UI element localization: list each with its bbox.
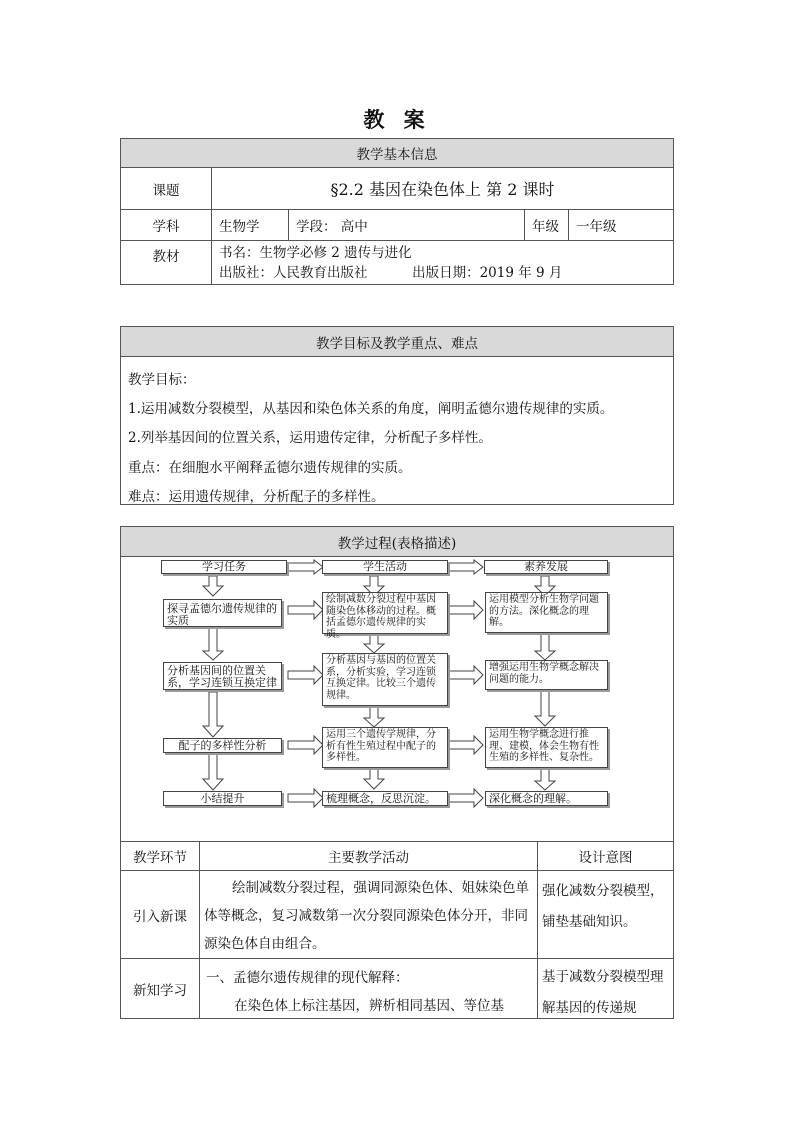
activity-new-text: 在染色体上标注基因，辨析相同基因、等位基 (234, 998, 504, 1014)
activity-intro-text: 绘制减数分裂过程，强调同源染色体、姐妹染色单体等概念，复习减数第一次分裂同源染色体分开，非同源染色体自由组合。 (204, 880, 529, 952)
objectives-line: 2.列举基因间的位置关系，运用遗传定律，分析配子多样性。 (128, 430, 492, 446)
objectives-line: 1.运用减数分裂模型，从基因和染色体关系的角度，阐明孟德尔遗传规律的实质。 (128, 401, 614, 417)
activity-new-title: 一、孟德尔遗传规律的现代解释： (206, 970, 409, 986)
publisher-line: 出版社：人民教育出版社 (219, 265, 368, 281)
flow-activity-4: 梳理概念，反思沉淀。 (322, 791, 448, 806)
document-title: 教 案 (363, 107, 431, 132)
stage-intro: 引入新课 (120, 870, 200, 959)
topic-value: §2.2 基因在染色体上 第 2 课时 (211, 167, 674, 210)
flow-activity-2: 分析基因与基因的位置关系，分析实验，学习连锁互换定律。比较三个遗传规律。 (322, 653, 448, 706)
flow-literacy-1: 运用模型分析生物学问题的方法。深化概念的理解。 (485, 592, 608, 633)
col-header-activity: 主要教学活动 (199, 841, 538, 871)
grade-label: 年级 (524, 209, 569, 241)
stage-field: 学段： 高中 (288, 209, 525, 241)
flow-header-literacy: 素养发展 (484, 560, 608, 574)
textbook-value (211, 240, 674, 285)
subject-label: 学科 (120, 209, 212, 241)
col-header-stage: 教学环节 (120, 841, 200, 871)
col-header-intent: 设计意图 (537, 841, 674, 871)
basic-info-header: 教学基本信息 (120, 138, 674, 168)
difficulty-line: 难点：运用遗传规律，分析配子的多样性。 (128, 489, 385, 505)
publish-date-line: 出版日期：2019 年 9 月 (412, 265, 563, 281)
objectives-header: 教学目标及教学重点、难点 (120, 326, 674, 357)
subject-value: 生物学 (211, 209, 289, 241)
flow-task-4: 小结提升 (163, 791, 282, 806)
flow-task-2: 分析基因间的位置关系，学习连锁互换定律 (163, 662, 282, 690)
grade-value: 一年级 (568, 209, 674, 241)
flow-header-activity: 学生活动 (322, 560, 448, 574)
textbook-label: 教材 (120, 240, 212, 285)
publisher-row (219, 263, 666, 283)
objectives-line: 教学目标： (128, 372, 196, 388)
flow-header-task: 学习任务 (161, 560, 287, 574)
intent-intro-text: 强化减数分裂模型，铺垫基础知识。 (542, 883, 664, 930)
stage-new: 新知学习 (120, 958, 200, 1019)
topic-label: 课题 (120, 167, 212, 210)
flow-activity-1: 绘制减数分裂过程中基因随染色体移动的过程。概括孟德尔遗传规律的实质。 (322, 592, 448, 634)
book-line: 书名：生物学必修 2 遗传与进化 (219, 245, 412, 261)
flow-task-1: 探寻孟德尔遗传规律的实质 (163, 599, 282, 627)
key-point-line: 重点：在细胞水平阐释孟德尔遗传规律的实质。 (128, 460, 412, 476)
flow-literacy-3: 运用生物学概念进行推理、建模，体会生物有性生殖的多样性、复杂性。 (485, 727, 608, 768)
flow-literacy-2: 增强运用生物学概念解决问题的能力。 (485, 660, 608, 690)
flow-activity-3: 运用三个遗传学规律，分析有性生殖过程中配子的多样性。 (322, 727, 448, 768)
flow-task-3: 配子的多样性分析 (163, 738, 282, 753)
flow-literacy-4: 深化概念的理解。 (485, 791, 608, 806)
process-header: 教学过程(表格描述) (120, 526, 674, 557)
intent-new-text: 基于减数分裂模型理解基因的传递规 (542, 969, 664, 1016)
